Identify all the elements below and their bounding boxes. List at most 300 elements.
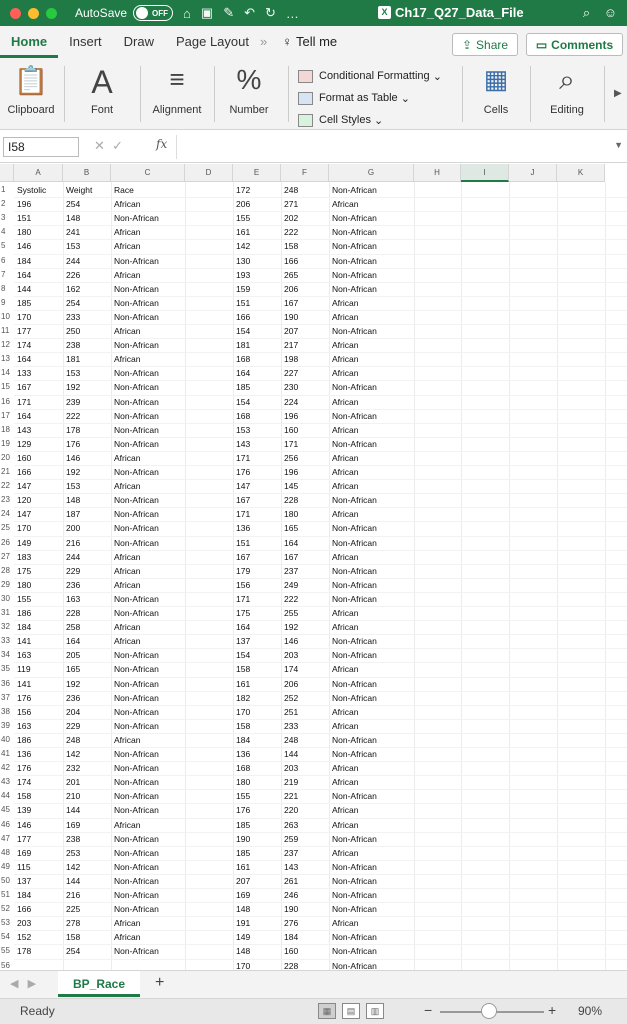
cell-g42[interactable]: African: [332, 763, 359, 774]
expand-formula-icon[interactable]: ▼: [614, 140, 623, 150]
name-box[interactable]: I58: [3, 137, 79, 157]
cell-a56[interactable]: [14, 959, 63, 971]
column-header-f[interactable]: F: [281, 164, 329, 182]
cell-a51[interactable]: 184: [17, 890, 32, 900]
cell-d16[interactable]: [185, 395, 233, 409]
cell-c22[interactable]: African: [114, 481, 141, 492]
cell-d54[interactable]: [185, 930, 233, 944]
cell-g49[interactable]: Non-African: [332, 861, 377, 872]
cell-f46[interactable]: 263: [284, 819, 299, 830]
cell-a35[interactable]: 119: [17, 664, 31, 675]
cell-g5[interactable]: Non-African: [332, 241, 377, 252]
row-header[interactable]: 14: [1, 368, 10, 378]
zoom-slider-handle[interactable]: [481, 1003, 497, 1019]
fx-icon[interactable]: fx: [156, 137, 168, 151]
cell-d7[interactable]: [185, 268, 233, 282]
cell-g27[interactable]: African: [332, 551, 359, 562]
cell-b34[interactable]: 205: [66, 650, 81, 661]
minimize-window-button[interactable]: [28, 8, 39, 19]
cell-c27[interactable]: African: [114, 551, 141, 562]
cell-g35[interactable]: African: [332, 664, 359, 675]
cell-f14[interactable]: 227: [284, 368, 299, 379]
row-header[interactable]: 18: [1, 424, 10, 434]
column-header-b[interactable]: B: [63, 164, 111, 182]
cell-a37[interactable]: 176: [17, 692, 32, 703]
cell-b46[interactable]: 169: [66, 819, 81, 830]
cell-f31[interactable]: 255: [284, 608, 299, 618]
cell-e3[interactable]: 155: [236, 213, 251, 224]
cell-c36[interactable]: Non-African: [114, 678, 159, 689]
cell-g52[interactable]: Non-African: [332, 904, 377, 915]
cell-b6[interactable]: 244: [66, 255, 81, 266]
cell-e19[interactable]: 143: [236, 438, 251, 449]
cell-g33[interactable]: Non-African: [332, 636, 377, 647]
row-header[interactable]: 39: [1, 720, 10, 730]
spreadsheet-grid[interactable]: [0, 164, 627, 970]
cell-b25[interactable]: 200: [66, 523, 81, 534]
cell-f42[interactable]: 203: [284, 763, 299, 774]
cell-d11[interactable]: [185, 324, 233, 338]
cell-c3[interactable]: Non-African: [114, 213, 159, 224]
cell-g24[interactable]: African: [332, 509, 359, 520]
cell-b54[interactable]: 158: [66, 932, 81, 943]
cell-e49[interactable]: 161: [236, 861, 251, 872]
cell-a27[interactable]: 183: [17, 551, 32, 562]
cell-d56[interactable]: [185, 959, 233, 971]
cell-d5[interactable]: [185, 239, 233, 253]
close-window-button[interactable]: [10, 8, 21, 19]
cell-d39[interactable]: [185, 719, 233, 733]
cell-a20[interactable]: 160: [17, 452, 32, 463]
cell-g36[interactable]: Non-African: [332, 678, 377, 689]
cell-a19[interactable]: 129: [17, 438, 32, 449]
row-header[interactable]: 32: [1, 622, 10, 632]
cell-c7[interactable]: African: [114, 269, 141, 280]
cell-g39[interactable]: African: [332, 720, 359, 731]
cell-f54[interactable]: 184: [284, 932, 299, 943]
cell-c54[interactable]: African: [114, 932, 141, 943]
cell-d49[interactable]: [185, 860, 233, 874]
cell-f21[interactable]: 196: [284, 467, 299, 477]
cell-d55[interactable]: [185, 944, 233, 958]
cell-c33[interactable]: African: [114, 636, 141, 647]
cell-a28[interactable]: 175: [17, 565, 32, 576]
cell-e2[interactable]: 206: [236, 199, 251, 210]
row-header[interactable]: 31: [1, 608, 10, 617]
cell-g14[interactable]: African: [332, 368, 359, 379]
cell-c25[interactable]: Non-African: [114, 523, 159, 534]
cell-c26[interactable]: Non-African: [114, 537, 159, 548]
cell-g56[interactable]: Non-African: [332, 960, 377, 970]
cell-b32[interactable]: 258: [66, 622, 81, 633]
cell-e28[interactable]: 179: [236, 565, 251, 576]
cell-b40[interactable]: 248: [66, 734, 81, 745]
row-header[interactable]: 13: [1, 354, 10, 364]
row-header[interactable]: 50: [1, 875, 10, 885]
cell-a3[interactable]: 151: [17, 213, 32, 224]
cell-e44[interactable]: 155: [236, 791, 251, 802]
cell-b35[interactable]: 165: [66, 664, 81, 675]
cell-d47[interactable]: [185, 832, 233, 846]
cell-b16[interactable]: 239: [66, 396, 81, 407]
row-header[interactable]: 16: [1, 396, 10, 406]
cell-b31[interactable]: 228: [66, 608, 81, 618]
cell-f49[interactable]: 143: [284, 861, 299, 872]
cell-d34[interactable]: [185, 648, 233, 662]
cell-b5[interactable]: 153: [66, 241, 81, 252]
cell-f48[interactable]: 237: [284, 847, 299, 858]
tell-me-box[interactable]: [282, 34, 337, 58]
cell-c19[interactable]: Non-African: [114, 438, 159, 449]
cell-c2[interactable]: African: [114, 199, 141, 210]
cell-g25[interactable]: Non-African: [332, 523, 377, 534]
cell-c34[interactable]: Non-African: [114, 650, 159, 661]
cell-f17[interactable]: 196: [284, 410, 299, 421]
cell-f52[interactable]: 190: [284, 904, 299, 915]
cell-g38[interactable]: African: [332, 706, 359, 717]
cell-b38[interactable]: 204: [66, 706, 81, 717]
cell-b21[interactable]: 192: [66, 467, 81, 477]
column-header-g[interactable]: G: [329, 164, 414, 182]
cell-d45[interactable]: [185, 803, 233, 817]
cell-d17[interactable]: [185, 409, 233, 423]
cell-a6[interactable]: 184: [17, 255, 32, 266]
cell-g34[interactable]: Non-African: [332, 650, 377, 661]
cell-a21[interactable]: 166: [17, 467, 32, 477]
cell-b12[interactable]: 238: [66, 340, 81, 351]
cell-g21[interactable]: African: [332, 467, 359, 477]
number-group[interactable]: [216, 58, 282, 130]
cell-c21[interactable]: Non-African: [114, 467, 159, 477]
cell-b19[interactable]: 176: [66, 438, 81, 449]
cell-b28[interactable]: 229: [66, 565, 81, 576]
cell-g41[interactable]: Non-African: [332, 749, 377, 759]
alignment-group[interactable]: [142, 58, 212, 130]
cell-g10[interactable]: African: [332, 311, 359, 322]
cell-e8[interactable]: 159: [236, 283, 251, 294]
cell-d31[interactable]: [185, 606, 233, 620]
cell-e16[interactable]: 154: [236, 396, 251, 407]
cell-g31[interactable]: African: [332, 608, 359, 618]
sheet-tab-bp-race[interactable]: BP_Race: [58, 971, 140, 997]
cell-a7[interactable]: 164: [17, 269, 32, 280]
row-header[interactable]: 43: [1, 777, 10, 787]
cell-a12[interactable]: 174: [17, 340, 32, 351]
cell-a34[interactable]: 163: [17, 650, 32, 661]
column-header-d[interactable]: D: [185, 164, 233, 182]
cell-a48[interactable]: 169: [17, 847, 32, 858]
row-header[interactable]: 37: [1, 692, 10, 702]
cell-a31[interactable]: 186: [17, 608, 32, 618]
cell-c6[interactable]: Non-African: [114, 255, 159, 266]
select-all-corner[interactable]: [0, 164, 14, 182]
cell-g18[interactable]: African: [332, 424, 359, 435]
cell-a10[interactable]: 170: [17, 311, 32, 322]
cell-c49[interactable]: Non-African: [114, 861, 159, 872]
cell-c31[interactable]: Non-African: [114, 608, 159, 618]
prev-sheet-icon[interactable]: ◀: [10, 978, 19, 990]
cell-f18[interactable]: 160: [284, 424, 299, 435]
cell-d32[interactable]: [185, 620, 233, 634]
cell-a17[interactable]: 164: [17, 410, 32, 421]
cell-d8[interactable]: [185, 282, 233, 296]
cell-f20[interactable]: 256: [284, 452, 299, 463]
cell-e18[interactable]: 153: [236, 424, 251, 435]
cell-g11[interactable]: Non-African: [332, 326, 377, 336]
cell-e10[interactable]: 166: [236, 311, 251, 322]
home-icon[interactable]: ⌂: [183, 5, 191, 21]
cell-d24[interactable]: [185, 507, 233, 521]
cell-e33[interactable]: 137: [236, 636, 251, 647]
cell-a42[interactable]: 176: [17, 763, 32, 774]
cell-g13[interactable]: African: [332, 354, 359, 365]
tab-insert[interactable]: Insert: [69, 34, 102, 49]
cell-c40[interactable]: African: [114, 734, 141, 745]
cell-e30[interactable]: 171: [236, 593, 251, 604]
cell-c24[interactable]: Non-African: [114, 509, 159, 520]
cell-c55[interactable]: Non-African: [114, 946, 159, 957]
row-header[interactable]: 5: [1, 241, 6, 251]
more-tabs-icon[interactable]: »: [260, 34, 268, 49]
cell-f38[interactable]: 251: [284, 706, 299, 717]
cell-e14[interactable]: 164: [236, 368, 251, 379]
cell-c32[interactable]: African: [114, 622, 141, 633]
cell-e55[interactable]: 148: [236, 946, 251, 957]
formula-input[interactable]: [180, 135, 610, 159]
cell-a52[interactable]: 166: [17, 904, 32, 915]
cell-f28[interactable]: 237: [284, 565, 299, 576]
cell-b37[interactable]: 236: [66, 692, 81, 703]
account-icon[interactable]: ☺: [603, 5, 617, 20]
row-header[interactable]: 30: [1, 593, 10, 603]
cell-e9[interactable]: 151: [236, 297, 251, 308]
cell-c12[interactable]: Non-African: [114, 340, 159, 351]
cell-a32[interactable]: 184: [17, 622, 32, 633]
cell-f32[interactable]: 192: [284, 622, 299, 633]
cell-c44[interactable]: Non-African: [114, 791, 159, 802]
cell-f11[interactable]: 207: [284, 326, 299, 336]
cell-d4[interactable]: [185, 225, 233, 239]
cell-e52[interactable]: 148: [236, 904, 251, 915]
row-header[interactable]: 19: [1, 438, 10, 448]
cell-e54[interactable]: 149: [236, 932, 251, 943]
comments-button[interactable]: [526, 33, 623, 56]
cell-c9[interactable]: Non-African: [114, 297, 159, 308]
enter-icon[interactable]: ✓: [112, 138, 124, 153]
cells-group[interactable]: [466, 58, 526, 130]
cell-g46[interactable]: African: [332, 819, 359, 830]
cell-d25[interactable]: [185, 521, 233, 535]
add-sheet-button[interactable]: +: [155, 974, 165, 991]
cell-c46[interactable]: African: [114, 819, 141, 830]
cell-f44[interactable]: 221: [284, 791, 299, 802]
cell-d43[interactable]: [185, 775, 233, 789]
cell-c35[interactable]: Non-African: [114, 664, 159, 675]
cell-e31[interactable]: 175: [236, 608, 251, 618]
cell-e47[interactable]: 190: [236, 833, 251, 844]
cell-f7[interactable]: 265: [284, 269, 299, 280]
cancel-icon[interactable]: ✕: [94, 138, 105, 153]
cell-a11[interactable]: 177: [17, 326, 32, 336]
cell-g15[interactable]: Non-African: [332, 382, 377, 393]
clipboard-group[interactable]: [0, 58, 62, 130]
cell-e35[interactable]: 158: [236, 664, 251, 675]
cell-d13[interactable]: [185, 352, 233, 366]
cell-a46[interactable]: 146: [17, 819, 32, 830]
cell-d20[interactable]: [185, 451, 233, 465]
cell-b55[interactable]: 254: [66, 946, 81, 957]
cell-a15[interactable]: 167: [17, 382, 32, 393]
ribbon-scroll-right-icon[interactable]: ▶: [614, 88, 622, 99]
cell-c47[interactable]: Non-African: [114, 833, 159, 844]
cell-b42[interactable]: 232: [66, 763, 81, 774]
cell-g30[interactable]: Non-African: [332, 593, 377, 604]
cell-c16[interactable]: Non-African: [114, 396, 159, 407]
column-header-a[interactable]: A: [14, 164, 63, 182]
cell-styles-button[interactable]: Cell Styles ⌄: [298, 109, 442, 131]
cell-f13[interactable]: 198: [284, 354, 299, 365]
cell-b9[interactable]: 254: [66, 297, 81, 308]
cell-f47[interactable]: 259: [284, 833, 299, 844]
cell-d9[interactable]: [185, 296, 233, 310]
format-as-table-button[interactable]: Format as Table ⌄: [298, 87, 442, 109]
row-header[interactable]: 7: [1, 269, 6, 279]
row-header[interactable]: 4: [1, 227, 6, 237]
search-icon[interactable]: ⌕: [582, 5, 591, 20]
cell-a9[interactable]: 185: [17, 297, 32, 308]
cell-a39[interactable]: 163: [17, 720, 32, 731]
cell-b29[interactable]: 236: [66, 579, 81, 590]
cell-d19[interactable]: [185, 437, 233, 451]
cell-e26[interactable]: 151: [236, 537, 251, 548]
cell-b7[interactable]: 226: [66, 269, 81, 280]
cell-e32[interactable]: 164: [236, 622, 251, 633]
cell-b20[interactable]: 146: [66, 452, 81, 463]
cell-c29[interactable]: African: [114, 579, 141, 590]
cell-f8[interactable]: 206: [284, 283, 299, 294]
cell-c53[interactable]: African: [114, 918, 141, 929]
cell-c37[interactable]: Non-African: [114, 692, 159, 703]
cell-e25[interactable]: 136: [236, 523, 251, 534]
cell-f9[interactable]: 167: [284, 297, 299, 308]
cell-e34[interactable]: 154: [236, 650, 251, 661]
column-header-i[interactable]: I: [461, 164, 509, 182]
row-header[interactable]: 27: [1, 551, 10, 561]
row-header[interactable]: 12: [1, 340, 10, 350]
row-header[interactable]: 47: [1, 833, 10, 843]
cell-e6[interactable]: 130: [236, 255, 251, 266]
cell-b15[interactable]: 192: [66, 382, 81, 393]
cell-e24[interactable]: 171: [236, 509, 251, 520]
more-icon[interactable]: …: [285, 5, 299, 21]
cell-a29[interactable]: 180: [17, 579, 32, 590]
cell-d37[interactable]: [185, 691, 233, 705]
row-header[interactable]: 46: [1, 819, 10, 829]
cell-e21[interactable]: 176: [236, 467, 251, 477]
cell-f25[interactable]: 165: [284, 523, 299, 534]
cell-e42[interactable]: 168: [236, 763, 251, 774]
cell-c45[interactable]: Non-African: [114, 805, 159, 816]
row-header[interactable]: 26: [1, 537, 10, 547]
cell-c1[interactable]: Race: [114, 185, 134, 195]
cell-g2[interactable]: African: [332, 199, 359, 210]
row-header[interactable]: 28: [1, 565, 10, 575]
normal-view-icon[interactable]: ▦: [318, 1003, 336, 1019]
cell-g29[interactable]: Non-African: [332, 579, 377, 590]
cell-e7[interactable]: 193: [236, 269, 251, 280]
row-header[interactable]: 22: [1, 481, 10, 491]
cell-b17[interactable]: 222: [66, 410, 81, 421]
column-header-c[interactable]: C: [111, 164, 185, 182]
cell-e17[interactable]: 168: [236, 410, 251, 421]
cell-a24[interactable]: 147: [17, 509, 32, 520]
cell-e51[interactable]: 169: [236, 890, 251, 900]
tab-page-layout[interactable]: Page Layout: [175, 34, 249, 49]
cell-b26[interactable]: 216: [66, 537, 81, 548]
cell-a18[interactable]: 143: [17, 424, 32, 435]
cell-f55[interactable]: 160: [284, 946, 299, 957]
page-layout-view-icon[interactable]: ▤: [342, 1003, 360, 1019]
cell-g48[interactable]: African: [332, 847, 359, 858]
cell-b18[interactable]: 178: [66, 424, 81, 435]
cell-f4[interactable]: 222: [284, 227, 299, 238]
cell-d22[interactable]: [185, 479, 233, 493]
cell-a53[interactable]: 203: [17, 918, 32, 929]
row-header[interactable]: 33: [1, 636, 10, 646]
cell-e29[interactable]: 156: [236, 579, 251, 590]
cell-f23[interactable]: 228: [284, 495, 299, 506]
row-header[interactable]: 6: [1, 255, 6, 265]
cell-c17[interactable]: Non-African: [114, 410, 159, 421]
cell-d48[interactable]: [185, 846, 233, 860]
cell-c43[interactable]: Non-African: [114, 777, 159, 788]
row-header[interactable]: 44: [1, 791, 10, 801]
cell-c56[interactable]: [111, 959, 185, 971]
cell-b24[interactable]: 187: [66, 509, 81, 520]
cell-g40[interactable]: Non-African: [332, 734, 377, 745]
cell-g32[interactable]: African: [332, 622, 359, 633]
cell-e41[interactable]: 136: [236, 749, 251, 759]
cell-g7[interactable]: Non-African: [332, 269, 377, 280]
cell-e4[interactable]: 161: [236, 227, 251, 238]
cell-f22[interactable]: 145: [284, 481, 299, 492]
cell-f45[interactable]: 220: [284, 805, 299, 816]
cell-d42[interactable]: [185, 761, 233, 775]
cell-c5[interactable]: African: [114, 241, 141, 252]
cell-e1[interactable]: 172: [236, 185, 251, 195]
row-header[interactable]: 21: [1, 467, 10, 476]
column-header-e[interactable]: E: [233, 164, 281, 182]
cell-f51[interactable]: 246: [284, 890, 299, 900]
row-header[interactable]: 15: [1, 382, 10, 392]
cell-g20[interactable]: African: [332, 452, 359, 463]
cell-d12[interactable]: [185, 338, 233, 352]
cell-d14[interactable]: [185, 366, 233, 380]
cell-d23[interactable]: [185, 493, 233, 507]
cell-a14[interactable]: 133: [17, 368, 32, 379]
cell-f26[interactable]: 164: [284, 537, 299, 548]
cell-d15[interactable]: [185, 380, 233, 394]
row-header[interactable]: 45: [1, 805, 10, 815]
cell-e37[interactable]: 182: [236, 692, 251, 703]
cell-d27[interactable]: [185, 550, 233, 564]
cell-g28[interactable]: Non-African: [332, 565, 377, 576]
cell-g53[interactable]: African: [332, 918, 359, 929]
cell-c48[interactable]: Non-African: [114, 847, 159, 858]
cell-a25[interactable]: 170: [17, 523, 32, 534]
cell-c42[interactable]: Non-African: [114, 763, 159, 774]
cell-g54[interactable]: Non-African: [332, 932, 377, 943]
